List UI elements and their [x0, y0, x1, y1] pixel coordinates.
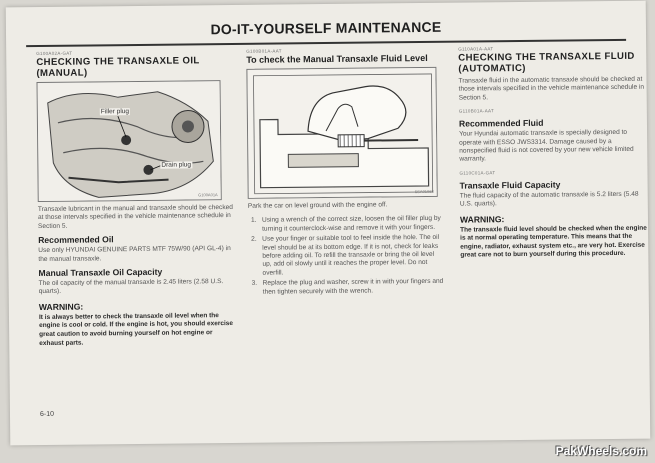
filler-plug-label: Filler plug	[100, 108, 130, 116]
section-code: G110C01A-GAT	[459, 170, 496, 176]
step-text: Replace the plug and washer, screw it in with your fingers and then tighten securely with the wrench.	[262, 278, 444, 296]
warning-heading: WARNING:	[38, 301, 84, 312]
finger-check-drawing	[247, 68, 437, 199]
warning-text: It is always better to check the transaxle oil level when the engine is cool or cold. If the engine is hot, you should exercise great caution to avoid burning yourself on hot engine or exhaust parts.	[38, 311, 234, 347]
section-code: G110A01A-AAT	[458, 46, 494, 52]
page-header	[26, 17, 626, 47]
section-code: G100A02A-GAT	[36, 50, 73, 57]
heading-recommended-oil: Recommended Oil	[38, 234, 114, 246]
heading-oil-capacity: Manual Transaxle Oil Capacity	[38, 266, 163, 279]
warning-heading: WARNING:	[459, 213, 505, 225]
step-text: Use your finger or suitable tool to feel inside the hole. The oil level should be at its bottom edge. If it is not, check for leaks before adding oil. To refill the transaxle or bring the oil level up, add oil slowly until it reaches the proper level. Do not overfill.	[262, 234, 440, 277]
section-code: G100B01A-AAT	[246, 48, 282, 54]
column-fluid-level-check	[246, 47, 445, 299]
section-title: DO-IT-YOURSELF MAINTENANCE	[210, 18, 442, 38]
column-manual-transaxle-oil	[36, 49, 235, 348]
watermark: PakWheels.com	[555, 444, 647, 458]
transaxle-illustration	[37, 80, 222, 202]
page-number: 6-10	[39, 410, 55, 419]
intro-text: Transaxle lubricant in the manual and transaxle should be checked at those intervals specified in the vehicle maintenance schedule in Section 5.	[37, 203, 233, 230]
transaxle-drawing	[38, 81, 222, 202]
section-code: G110B01A-AAT	[458, 108, 495, 114]
intro-text: Transaxle fluid in the automatic transaxle should be checked at those intervals specified in the vehicle maintenance schedule in Section 5.	[458, 75, 645, 102]
list-item	[249, 278, 445, 297]
recommended-fluid-text: Your Hyundai automatic transaxle is specially designed to operate with ESSO JWS3314. Damage caused by a nonspecified fluid is not covered by your new vehicle limited warranty.	[459, 129, 634, 164]
procedure-steps	[248, 215, 445, 297]
warning-text: The transaxle fluid level should be checked when the engine is at normal operating temperature. This means that the engine, radiator, exhaust system etc., are very hot. Exercise great care not to burn yourself during this procedure.	[460, 224, 647, 260]
heading-checking-transaxle-oil: CHECKING THE TRANSAXLE OIL (MANUAL)	[36, 55, 200, 80]
heading-recommended-fluid: Recommended Fluid	[458, 117, 544, 129]
figure-code: 5SA01068	[414, 188, 434, 195]
step-number: 3.	[251, 279, 258, 288]
step-number: 2.	[251, 235, 257, 244]
drain-plug-label: Drain plug	[161, 161, 192, 169]
oil-capacity-text: The oil capacity of the manual transaxle is 2.45 liters (2.58 U.S. quarts).	[38, 278, 224, 296]
intro-text: Park the car on level ground with the engine off.	[247, 201, 388, 210]
figure-code: G100A01A	[198, 192, 218, 198]
step-text: Using a wrench of the correct size, loosen the oil filler plug by turning it counterclock-wise and remove it with your fingers.	[261, 215, 441, 233]
fluid-capacity-text: The fluid capacity of the automatic transaxle is 5.2 liters (5.48 U.S. quarts).	[459, 190, 639, 208]
heading-check-fluid-level: To check the Manual Transaxle Fluid Level	[246, 52, 428, 65]
step-number: 1.	[250, 217, 257, 225]
heading-fluid-capacity: Transaxle Fluid Capacity	[459, 179, 561, 191]
recommended-oil-text: Use only HYUNDAI GENUINE PARTS MTF 75W/90 (API GL-4) in the manual transaxle.	[38, 245, 231, 263]
column-automatic-transaxle-fluid	[458, 45, 648, 261]
fluid-level-illustration	[246, 67, 437, 199]
list-item	[248, 234, 444, 278]
manual-page	[6, 1, 651, 446]
heading-checking-transaxle-fluid: CHECKING THE TRANSAXLE FLUID (AUTOMATIC)	[458, 50, 635, 75]
list-item	[248, 215, 444, 234]
